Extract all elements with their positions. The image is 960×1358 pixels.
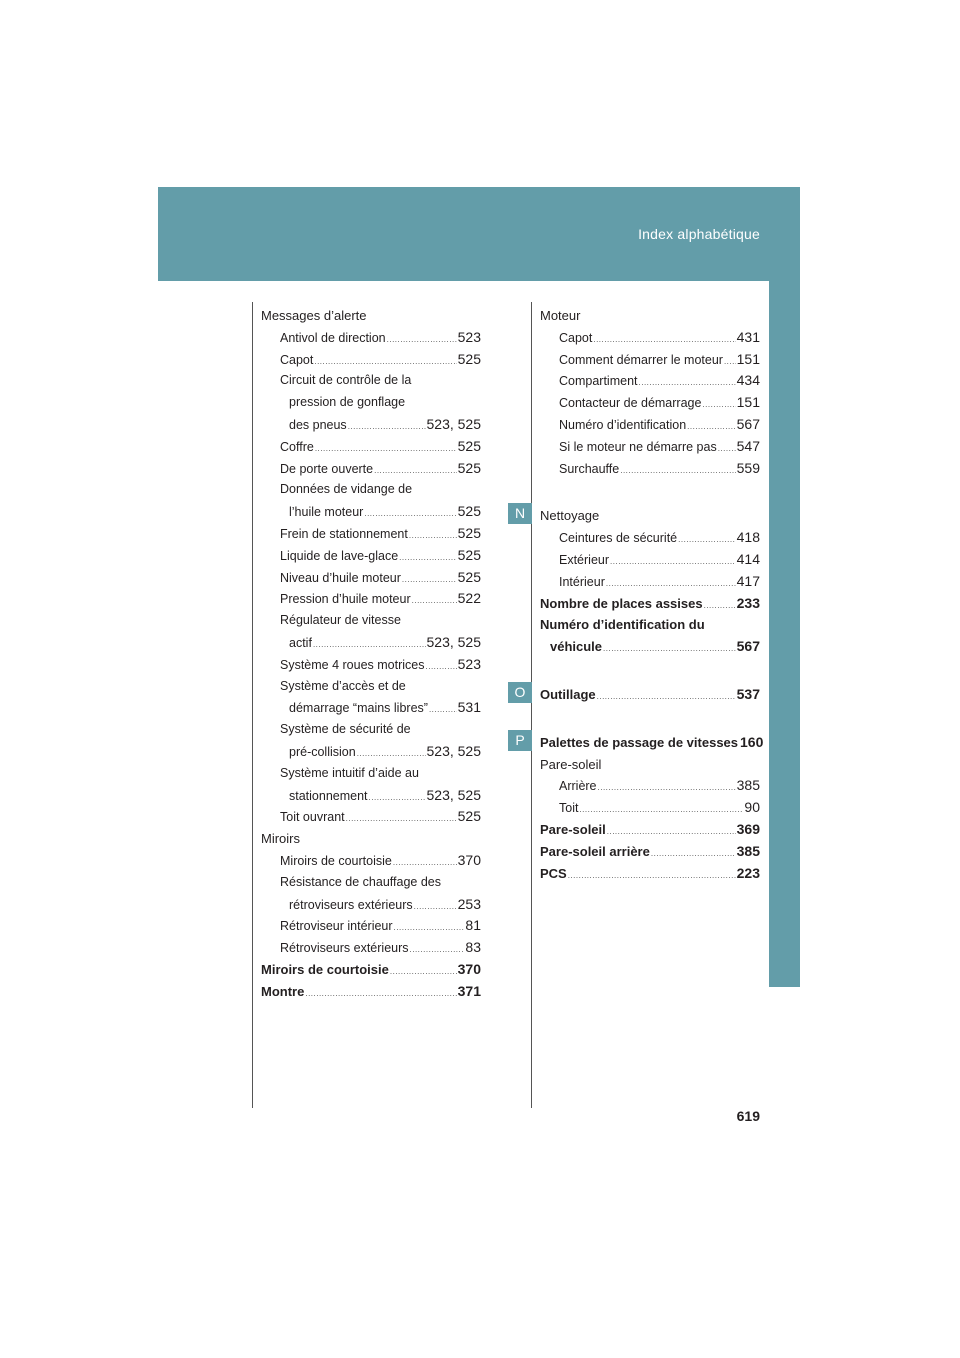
- entry-label: Palettes de passage de vitesses: [540, 734, 739, 750]
- entry-label: Régulateur de vitesse: [280, 613, 401, 628]
- leader-dots: [412, 590, 457, 612]
- index-entry: [261, 305, 481, 327]
- index-entry[interactable]: [540, 436, 760, 458]
- index-entry[interactable]: [540, 392, 760, 414]
- entry-label: De porte ouverte: [280, 461, 374, 476]
- entry-label: Antivol de direction: [280, 330, 386, 345]
- entry-page-number[interactable]: 525: [457, 568, 481, 585]
- entry-label: Si le moteur ne démarre pas: [559, 439, 717, 454]
- index-entry: [540, 505, 760, 527]
- entry-page-number[interactable]: 525: [457, 546, 481, 563]
- entry-label: Pression d’huile moteur: [280, 592, 411, 607]
- index-entry[interactable]: [261, 436, 481, 458]
- entry-page-number[interactable]: 417: [736, 572, 760, 589]
- index-entry[interactable]: [261, 588, 481, 610]
- entry-label: Rétroviseurs extérieurs: [280, 941, 409, 956]
- section-gap: [540, 658, 760, 684]
- index-entry: [261, 719, 481, 741]
- index-entry[interactable]: [261, 850, 481, 872]
- entry-page-number[interactable]: 525: [457, 437, 481, 454]
- entry-page-number[interactable]: 90: [744, 799, 760, 816]
- leader-dots: [346, 808, 457, 830]
- entry-label: pré-collision: [289, 744, 356, 759]
- entry-page-number[interactable]: 537: [736, 685, 760, 702]
- index-entry[interactable]: [540, 732, 764, 754]
- leader-dots: [606, 573, 736, 595]
- index-column-right: [540, 305, 764, 884]
- leader-dots: [704, 595, 736, 617]
- leader-dots: [305, 983, 456, 1005]
- index-entry[interactable]: [261, 327, 481, 349]
- leader-dots: [357, 743, 426, 765]
- index-entry[interactable]: [540, 863, 760, 885]
- index-entry[interactable]: [261, 806, 481, 828]
- index-entry[interactable]: [261, 567, 481, 589]
- index-entry[interactable]: [540, 527, 760, 549]
- entry-page-number[interactable]: 522: [457, 590, 481, 607]
- entry-label: l’huile moteur: [289, 505, 364, 520]
- entry-label: Système d’accès et de: [280, 678, 406, 693]
- index-entry[interactable]: [540, 349, 760, 371]
- entry-page-number[interactable]: 431: [736, 328, 760, 345]
- entry-label: Capot: [280, 352, 314, 367]
- leader-dots: [718, 438, 736, 460]
- entry-label: PCS: [540, 865, 567, 881]
- entry-label: Pare-soleil arrière: [540, 843, 650, 859]
- entry-page-number[interactable]: 525: [457, 350, 481, 367]
- entry-label: Rétroviseur intérieur: [280, 919, 393, 934]
- entry-label: Toit ouvrant: [280, 810, 345, 825]
- leader-dots: [410, 939, 465, 961]
- left-column-rule: [252, 302, 253, 1108]
- index-entry: [261, 610, 481, 632]
- index-entry: [261, 479, 481, 501]
- index-entry: [261, 392, 481, 414]
- leader-dots: [394, 917, 465, 939]
- index-entry[interactable]: [540, 549, 760, 571]
- section-letter-p: P: [508, 730, 532, 751]
- index-entry: [261, 828, 481, 850]
- entry-label: Outillage: [540, 686, 596, 702]
- index-entry[interactable]: [540, 797, 760, 819]
- entry-label: Montre: [261, 983, 305, 999]
- leader-dots: [568, 865, 736, 887]
- index-entry[interactable]: [261, 349, 481, 371]
- index-entry[interactable]: [540, 775, 760, 797]
- entry-page-number[interactable]: 151: [736, 394, 760, 411]
- entry-label: Miroirs de courtoisie: [261, 961, 389, 977]
- entry-page-number[interactable]: 370: [457, 960, 481, 977]
- entry-label: Extérieur: [559, 552, 610, 567]
- leader-dots: [313, 634, 426, 656]
- entry-label: Niveau d’huile moteur: [280, 570, 401, 585]
- entry-page-number[interactable]: 525: [457, 808, 481, 825]
- entry-label: Résistance de chauffage des: [280, 874, 441, 889]
- entry-page-number[interactable]: 525: [457, 459, 481, 476]
- index-entry[interactable]: [261, 894, 481, 916]
- entry-page-number[interactable]: 223: [736, 864, 760, 881]
- section-gap: [540, 706, 760, 732]
- entry-label: rétroviseurs extérieurs: [289, 897, 413, 912]
- entry-page-number[interactable]: 385: [736, 842, 760, 859]
- index-entry[interactable]: [261, 501, 481, 523]
- leader-dots: [678, 529, 736, 551]
- entry-label: Numéro d’identification du: [540, 617, 705, 633]
- leader-dots: [620, 460, 735, 482]
- index-entry[interactable]: [540, 327, 760, 349]
- entry-page-number[interactable]: 418: [736, 529, 760, 546]
- page-header: [158, 187, 800, 281]
- entry-page-number[interactable]: 523, 525: [426, 633, 481, 650]
- leader-dots: [598, 777, 736, 799]
- entry-label: Nettoyage: [540, 508, 600, 524]
- index-entry[interactable]: [540, 819, 760, 841]
- index-entry: [540, 614, 760, 636]
- entry-label: Numéro d’identification: [559, 417, 687, 432]
- entry-label: Toit: [559, 801, 579, 816]
- entry-label: Ceintures de sécurité: [559, 531, 678, 546]
- leader-dots: [607, 821, 736, 843]
- leader-dots: [402, 569, 457, 591]
- leader-dots: [639, 372, 736, 394]
- index-entry[interactable]: [540, 593, 760, 615]
- index-column-left: [261, 305, 481, 1003]
- leader-dots: [724, 351, 736, 373]
- entry-label: Messages d’alerte: [261, 308, 367, 323]
- index-entry[interactable]: [261, 915, 481, 937]
- entry-page-number[interactable]: 414: [736, 550, 760, 567]
- entry-label: Liquide de lave-glace: [280, 548, 399, 563]
- leader-dots: [687, 416, 735, 438]
- entry-label: Frein de stationnement: [280, 526, 408, 541]
- entry-page-number[interactable]: 523, 525: [426, 742, 481, 759]
- entry-label: stationnement: [289, 788, 368, 803]
- index-entry[interactable]: [540, 636, 760, 658]
- entry-label: Système de sécurité de: [280, 722, 411, 737]
- entry-page-number[interactable]: 233: [736, 594, 760, 611]
- entry-label: Miroirs: [261, 831, 300, 847]
- entry-label: Arrière: [559, 779, 597, 794]
- leader-dots: [597, 686, 736, 708]
- leader-dots: [429, 699, 457, 721]
- entry-page-number[interactable]: 151: [736, 350, 760, 367]
- entry-label: Surchauffe: [559, 461, 620, 476]
- entry-page-number[interactable]: 160: [740, 733, 764, 750]
- section-letter-o: O: [508, 682, 532, 703]
- section-letter-n: N: [508, 503, 532, 524]
- index-entry[interactable]: [261, 785, 481, 807]
- entry-page-number[interactable]: 523, 525: [426, 415, 481, 432]
- index-entry[interactable]: [540, 684, 760, 706]
- leader-dots: [314, 351, 456, 373]
- entry-label: pression de gonflage: [289, 395, 406, 410]
- index-entry[interactable]: [540, 370, 760, 392]
- leader-dots: [603, 638, 736, 660]
- entry-label: Contacteur de démarrage: [559, 396, 702, 411]
- leader-dots: [702, 394, 735, 416]
- index-entry[interactable]: [261, 741, 481, 763]
- entry-page-number[interactable]: 531: [457, 699, 481, 716]
- leader-dots: [414, 896, 457, 918]
- leader-dots: [348, 416, 426, 438]
- entry-page-number[interactable]: 523, 525: [426, 786, 481, 803]
- leader-dots: [579, 799, 743, 821]
- index-entry: [261, 676, 481, 698]
- entry-label: véhicule: [550, 639, 603, 655]
- leader-dots: [315, 438, 457, 460]
- index-entry: [540, 305, 760, 327]
- entry-page-number[interactable]: 523: [457, 655, 481, 672]
- index-entry[interactable]: [261, 523, 481, 545]
- leader-dots: [369, 787, 426, 809]
- entry-page-number[interactable]: 567: [736, 415, 760, 432]
- entry-label: Coffre: [280, 439, 314, 454]
- entry-label: Système intuitif d’aide au: [280, 765, 419, 780]
- entry-label: Miroirs de courtoisie: [280, 853, 392, 868]
- entry-page-number[interactable]: 525: [457, 503, 481, 520]
- index-entry: [261, 763, 481, 785]
- entry-label: des pneus: [289, 417, 347, 432]
- index-entry[interactable]: [261, 937, 481, 959]
- entry-page-number[interactable]: 371: [457, 982, 481, 999]
- entry-page-number[interactable]: 525: [457, 524, 481, 541]
- side-tab-marker: [769, 281, 800, 987]
- leader-dots: [651, 843, 736, 865]
- entry-label: démarrage “mains libres”: [289, 701, 428, 716]
- entry-label: Capot: [559, 330, 593, 345]
- entry-label: Intérieur: [559, 574, 605, 589]
- leader-dots: [374, 460, 457, 482]
- entry-page-number[interactable]: 434: [736, 372, 760, 389]
- index-entry[interactable]: [261, 632, 481, 654]
- leader-dots: [593, 329, 735, 351]
- index-entry: [261, 872, 481, 894]
- index-entry[interactable]: [261, 959, 481, 981]
- index-entry[interactable]: [540, 458, 760, 480]
- entry-label: Comment démarrer le moteur: [559, 352, 723, 367]
- leader-dots: [610, 551, 736, 573]
- entry-page-number[interactable]: 567: [736, 638, 760, 655]
- leader-dots: [393, 852, 457, 874]
- entry-page-number[interactable]: 81: [465, 917, 481, 934]
- entry-page-number[interactable]: 523: [457, 328, 481, 345]
- leader-dots: [364, 503, 456, 525]
- index-entry[interactable]: [261, 654, 481, 676]
- entry-label: actif: [289, 635, 312, 650]
- entry-page-number[interactable]: 547: [736, 437, 760, 454]
- index-entry[interactable]: [261, 697, 481, 719]
- entry-label: Circuit de contrôle de la: [280, 373, 412, 388]
- entry-label: Compartiment: [559, 374, 638, 389]
- entry-label: Système 4 roues motrices: [280, 657, 425, 672]
- index-entry: [540, 754, 760, 776]
- index-entry[interactable]: [261, 545, 481, 567]
- index-entry: [261, 370, 481, 392]
- index-entry[interactable]: [261, 981, 481, 1003]
- section-gap: [540, 479, 760, 505]
- entry-page-number[interactable]: 370: [457, 851, 481, 868]
- entry-label: Moteur: [540, 308, 581, 323]
- index-entry[interactable]: [261, 414, 481, 436]
- entry-page-number[interactable]: 559: [736, 459, 760, 476]
- entry-page-number[interactable]: 369: [736, 820, 760, 837]
- leader-dots: [426, 656, 457, 678]
- leader-dots: [409, 525, 457, 547]
- entry-label: Pare-soleil: [540, 756, 602, 772]
- header-title: Index alphabétique: [638, 226, 760, 242]
- entry-label: Nombre de places assises: [540, 595, 703, 611]
- leader-dots: [387, 329, 457, 351]
- entry-label: Données de vidange de: [280, 482, 413, 497]
- right-column-rule: [531, 302, 532, 1108]
- entry-page-number[interactable]: 253: [457, 895, 481, 912]
- index-entry[interactable]: [540, 571, 760, 593]
- entry-page-number[interactable]: 83: [465, 939, 481, 956]
- entry-page-number[interactable]: 385: [736, 777, 760, 794]
- leader-dots: [399, 547, 457, 569]
- index-entry[interactable]: [261, 458, 481, 480]
- index-entry[interactable]: [540, 841, 760, 863]
- leader-dots: [390, 961, 457, 983]
- index-entry[interactable]: [540, 414, 760, 436]
- entry-label: Pare-soleil: [540, 821, 606, 837]
- page-number: 619: [736, 1108, 760, 1124]
